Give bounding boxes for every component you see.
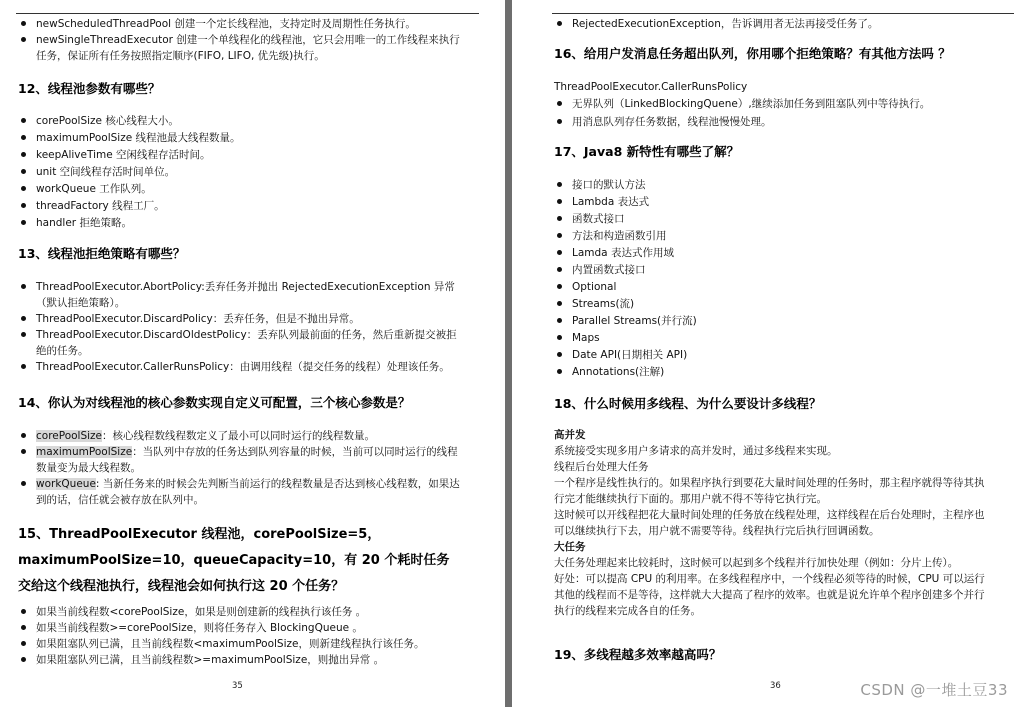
q13-title: 13、线程池拒绝策略有哪些？ <box>18 246 186 261</box>
list-item: threadFactory 线程工厂。 <box>18 198 463 214</box>
list-item: newSingleThreadExecutor 创建一个单线程化的线程池，它只会用唯一的工作线程来执行任务，保证所有任务按照指定顺序(FIFO, LIFO, 优先级)执行。 <box>18 32 463 64</box>
top-list <box>18 16 463 64</box>
list-item: RejectedExecutionException，告诉调用者无法再接受任务了。 <box>554 16 994 32</box>
page-number: 35 <box>232 681 243 691</box>
list-item: corePoolSize 核心线程大小。 <box>18 113 463 129</box>
term-highlight: maximumPoolSize <box>36 446 133 458</box>
list-item: Maps <box>554 330 994 346</box>
list-item: newScheduledThreadPool 创建一个定长线程池，支持定时及周期性任务执行。 <box>18 16 463 32</box>
paragraph: 系统接受实现多用户多请求的高并发时，通过多线程来实现。 <box>554 445 838 457</box>
q17-list <box>554 177 994 380</box>
list-item: Optional <box>554 279 994 295</box>
list-item: ThreadPoolExecutor.DiscardOldestPolicy：丢弃队列最前面的任务，然后重新提交被拒绝的任务。 <box>18 327 463 359</box>
q13-list <box>18 279 463 375</box>
q17-title: 17、Java8 新特性有哪些了解？ <box>554 144 740 159</box>
list-item <box>18 476 463 508</box>
list-item: Date API(日期相关 API) <box>554 347 994 363</box>
list-item: ThreadPoolExecutor.AbortPolicy:丢弃任务并抛出 RejectedExecutionException 异常（默认拒绝策略）。 <box>18 279 463 311</box>
paragraph: 线程后台处理大任务 <box>554 461 649 473</box>
q14-title: 14、你认为对线程池的核心参数实现自定义可配置，三个核心参数是？ <box>18 395 411 410</box>
q19-title: 19、多线程越多效率越高吗？ <box>554 647 722 662</box>
list-item: Parallel Streams(并行流) <box>554 313 994 329</box>
list-item: ThreadPoolExecutor.CallerRunsPolicy：由调用线程（提交任务的线程）处理该任务。 <box>18 359 463 375</box>
list-item: Lamda 表达式作用域 <box>554 245 994 261</box>
q16-lead: ThreadPoolExecutor.CallerRunsPolicy <box>554 81 748 93</box>
list-item <box>18 428 463 444</box>
list-item: Streams(流) <box>554 296 994 312</box>
term-description: ：核心线程数线程数定义了最小可以同时运行的线程数量。 <box>102 430 376 442</box>
q12-title: 12、线程池参数有哪些？ <box>18 81 161 96</box>
left-page <box>0 0 505 707</box>
term-highlight: workQueue <box>36 478 96 490</box>
q16-title: 16、给用户发消息任务超出队列，你用哪个拒绝策略？有其他方法吗 ？ <box>554 46 951 61</box>
list-item <box>18 444 463 476</box>
list-item: unit 空间线程存活时间单位。 <box>18 164 463 180</box>
q18-body <box>554 427 994 619</box>
list-item: 用消息队列存任务数据，线程池慢慢处理。 <box>554 114 994 130</box>
list-item: 方法和构造函数引用 <box>554 228 994 244</box>
q15-list <box>18 604 463 668</box>
header-rule <box>16 13 479 14</box>
list-item: workQueue 工作队列。 <box>18 181 463 197</box>
paragraph: 大任务处理起来比较耗时，这时候可以起到多个线程并行加快处理（例如：分片上传）。 <box>554 557 959 569</box>
list-item: handler 拒绝策略。 <box>18 215 463 231</box>
list-item: 如果阻塞队列已满，且当前线程数>=maximumPoolSize，则抛出异常 。 <box>18 652 463 668</box>
list-item: Lambda 表达式 <box>554 194 994 210</box>
paragraph: 好处：可以提高 CPU 的利用率。在多线程程序中，一个线程必须等待的时候，CPU 可以运行其他的线程而不是等待，这样就大大提高了程序的效率。也就是说允许单个程序创建多个并行执行的线程来完成各自的任务。 <box>554 573 985 617</box>
header-rule <box>552 13 1014 14</box>
list-item: maximumPoolSize 线程池最大线程数量。 <box>18 130 463 146</box>
term-highlight: corePoolSize <box>36 430 103 442</box>
q18-title: 18、什么时候用多线程、为什么要设计多线程？ <box>554 396 822 411</box>
watermark: CSDN @一堆土豆33 <box>860 681 1008 699</box>
right-page <box>512 0 1020 707</box>
paragraph: 这时候可以开线程把花大量时间处理的任务放在线程处理，这样线程在后台处理时，主程序也可以继续执行下去，用户就不需要等待。线程执行完后执行回调函数。 <box>554 509 985 537</box>
page-number: 36 <box>770 681 781 691</box>
list-item: keepAliveTime 空闲线程存活时间。 <box>18 147 463 163</box>
term-description: : 当新任务来的时候会先判断当前运行的线程数量是否达到核心线程数，如果达到的话，信任就会被存放在队列中。 <box>36 478 460 506</box>
list-item: 如果阻塞队列已满，且当前线程数<maximumPoolSize，则新建线程执行该任务。 <box>18 636 463 652</box>
list-item: 无界队列（LinkedBlockingQuene）,继续添加任务到阻塞队列中等待执行。 <box>554 96 994 112</box>
q18-subheading: 大任务 <box>554 541 586 553</box>
list-item: ThreadPoolExecutor.DiscardPolicy：丢弃任务，但是不抛出异常。 <box>18 311 463 327</box>
top-list <box>554 16 994 32</box>
term-description: ：当队列中存放的任务达到队列容量的时候，当前可以同时运行的线程数量变为最大线程数。 <box>36 446 458 474</box>
q15-title: 15、ThreadPoolExecutor 线程池，corePoolSize=5，maximumPoolSize=10，queueCapacity=10，有 20 个耗时任务 交给这个线程池执行，线程池会如何执行这 20 个任务？ <box>18 527 450 594</box>
list-item: Annotations(注解) <box>554 364 994 380</box>
list-item: 如果当前线程数<corePoolSize，如果是则创建新的线程执行该任务 。 <box>18 604 463 620</box>
list-item: 函数式接口 <box>554 211 994 227</box>
list-item: 如果当前线程数>=corePoolSize，则将任务存入 BlockingQueue 。 <box>18 620 463 636</box>
q12-list <box>18 113 463 231</box>
paragraph: 一个程序是线性执行的。如果程序执行到要花大量时间处理的任务时，那主程序就得等待其执行完才能继续执行下面的。那用户就不得不等待它执行完。 <box>554 477 985 505</box>
q18-subheading: 高并发 <box>554 429 586 441</box>
q14-list <box>18 428 463 508</box>
list-item: 接口的默认方法 <box>554 177 994 193</box>
list-item: 内置函数式接口 <box>554 262 994 278</box>
q16-list <box>554 96 994 130</box>
